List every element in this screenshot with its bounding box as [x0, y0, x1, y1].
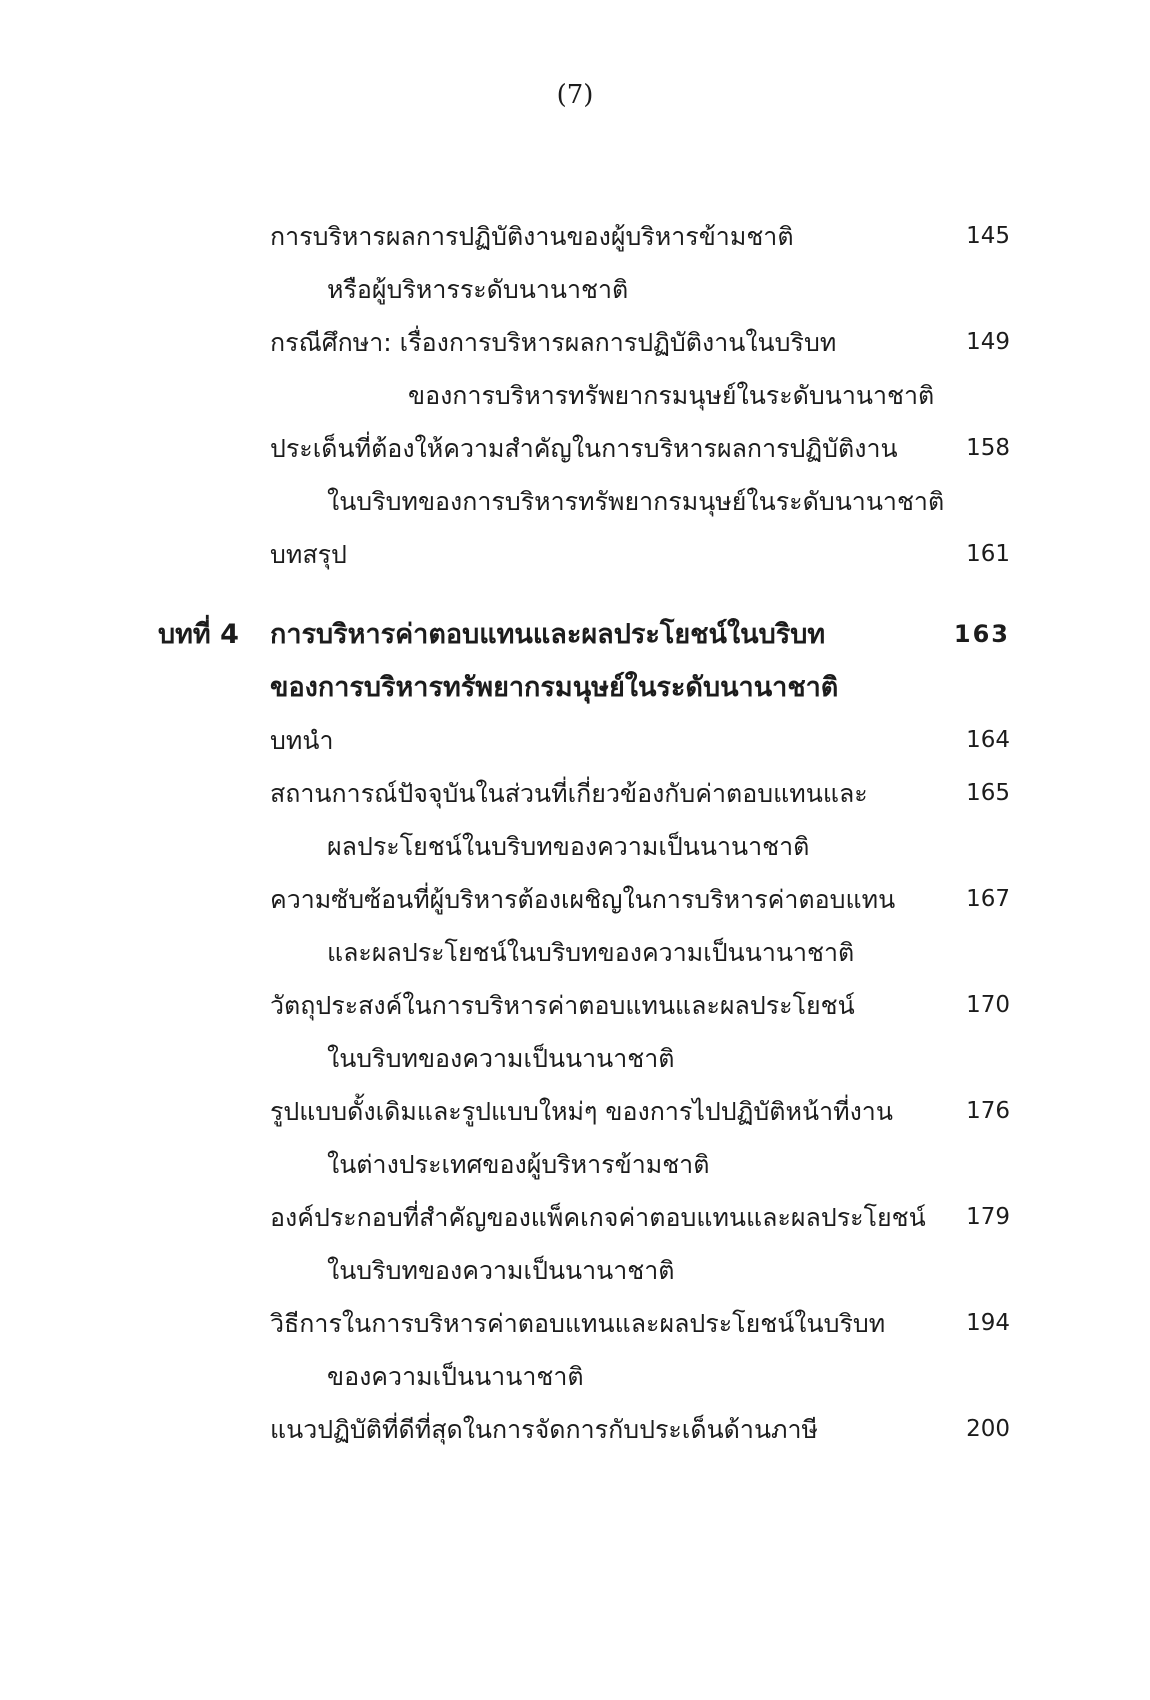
- toc-entry-title-continued: ในต่างประเทศของผู้บริหารข้ามชาติ: [327, 1150, 710, 1179]
- toc-entry-continuation: [0, 1032, 1150, 1085]
- toc-entry-title: แนวปฏิบัติที่ดีที่สุดในการจัดการกับประเด็นด้านภาษี: [270, 1415, 819, 1444]
- toc-entry-continuation: [0, 1244, 1150, 1297]
- toc-entry: [0, 528, 1150, 581]
- toc-entry: [0, 873, 1150, 926]
- toc-entry-page: 149: [966, 329, 1010, 355]
- toc-entry: [0, 1297, 1150, 1350]
- chapter-title-continued: ของการบริหารทรัพยากรมนุษย์ในระดับนานาชาติ: [270, 672, 839, 703]
- toc-entry-title: องค์ประกอบที่สำคัญของแพ็คเกจค่าตอบแทนและผลประโยชน์: [270, 1203, 926, 1232]
- toc-entry-title-continued: หรือผู้บริหารระดับนานาชาติ: [327, 275, 629, 304]
- toc-entry-page: 167: [966, 886, 1010, 912]
- toc-entry: [0, 979, 1150, 1032]
- toc-entry: [0, 714, 1150, 767]
- toc-entry-page: 179: [966, 1204, 1010, 1230]
- toc-entry-title: สถานการณ์ปัจจุบันในส่วนที่เกี่ยวข้องกับค่าตอบแทนและ: [270, 779, 868, 808]
- toc-entry-page: 145: [966, 223, 1010, 249]
- toc-entry-title: วัตถุประสงค์ในการบริหารค่าตอบแทนและผลประโยชน์: [270, 991, 855, 1020]
- toc-entry-title-continued: ผลประโยชน์ในบริบทของความเป็นนานาชาติ: [327, 832, 810, 861]
- toc-entry-page: 176: [966, 1098, 1010, 1124]
- toc-entry-page: 164: [966, 727, 1010, 753]
- toc-entry: [0, 1191, 1150, 1244]
- toc-entry-title-continued: ของการบริหารทรัพยากรมนุษย์ในระดับนานาชาติ: [408, 381, 935, 410]
- toc-entry-continuation: [0, 926, 1150, 979]
- toc-entry-title: บทสรุป: [270, 540, 347, 569]
- toc-entry-page: 158: [966, 435, 1010, 461]
- toc-entry-title-continued: ในบริบทของการบริหารทรัพยากรมนุษย์ในระดับนานาชาติ: [327, 487, 945, 516]
- toc-entry-title-continued: ในบริบทของความเป็นนานาชาติ: [327, 1044, 675, 1073]
- chapter-heading: [0, 608, 1150, 661]
- toc-entry-title: วิธีการในการบริหารค่าตอบแทนและผลประโยชน์ในบริบท: [270, 1309, 886, 1338]
- chapter-label: บทที่ 4: [158, 619, 239, 650]
- toc-entry-title: รูปแบบดั้งเดิมและรูปแบบใหม่ๆ ของการไปปฏิบัติหน้าที่งาน: [270, 1097, 893, 1126]
- toc-entry-title: บทนำ: [270, 726, 334, 755]
- toc-entry-page: 170: [966, 992, 1010, 1018]
- toc-entry: [0, 210, 1150, 263]
- toc-entry-continuation: [0, 1350, 1150, 1403]
- page-number: (7): [556, 80, 594, 110]
- toc-entry-continuation: [0, 369, 1150, 422]
- toc-entry-title-continued: ในบริบทของความเป็นนานาชาติ: [327, 1256, 675, 1285]
- toc-entry: [0, 422, 1150, 475]
- toc-entry-page: 165: [966, 780, 1010, 806]
- table-of-contents: [0, 210, 1150, 1456]
- toc-entry-page: 161: [966, 541, 1010, 567]
- toc-entry-page: 200: [966, 1416, 1010, 1442]
- toc-entry-continuation: [0, 263, 1150, 316]
- toc-entry-title-continued: และผลประโยชน์ในบริบทของความเป็นนานาชาติ: [327, 938, 855, 967]
- toc-entry-continuation: [0, 820, 1150, 873]
- toc-entry-title: ความซับซ้อนที่ผู้บริหารต้องเผชิญในการบริหารค่าตอบแทน: [270, 885, 896, 914]
- toc-entry-continuation: [0, 1138, 1150, 1191]
- toc-entry-title: กรณีศึกษา: เรื่องการบริหารผลการปฏิบัติงานในบริบท: [270, 328, 837, 357]
- chapter-heading-continuation: [0, 661, 1150, 714]
- toc-entry: [0, 1403, 1150, 1456]
- toc-entry-title: การบริหารผลการปฏิบัติงานของผู้บริหารข้ามชาติ: [270, 222, 794, 251]
- toc-entry: [0, 316, 1150, 369]
- toc-entry-continuation: [0, 475, 1150, 528]
- chapter-title: การบริหารค่าตอบแทนและผลประโยชน์ในบริบท: [270, 619, 826, 650]
- toc-entry-title-continued: ของความเป็นนานาชาติ: [327, 1362, 584, 1391]
- toc-entry: [0, 1085, 1150, 1138]
- toc-entry: [0, 767, 1150, 820]
- toc-entry-title: ประเด็นที่ต้องให้ความสำคัญในการบริหารผลการปฏิบัติงาน: [270, 434, 898, 463]
- toc-entry-page: 194: [966, 1310, 1010, 1336]
- chapter-page: 163: [953, 620, 1010, 648]
